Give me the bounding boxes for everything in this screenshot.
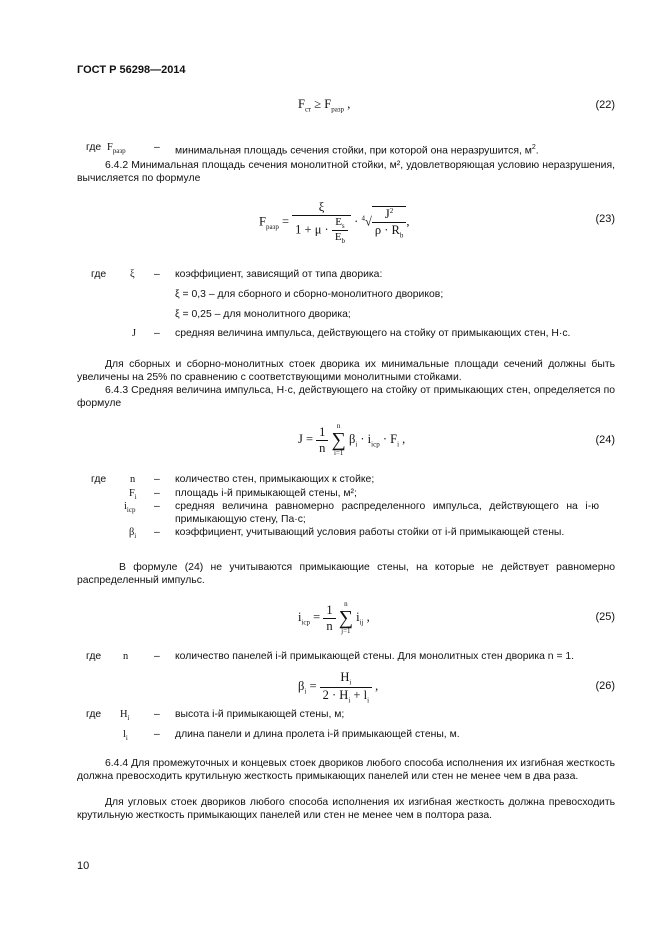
where-dash: – <box>154 488 160 499</box>
equation-number-24: (24) <box>595 434 615 446</box>
where-symbol: $l_i$ <box>123 729 128 743</box>
where-dash: – <box>154 142 160 153</box>
where-dash: – <box>154 729 160 740</box>
paragraph-6-4-3: 6.4.3 Средняя величина импульса, Н·с, действующего на стойку от примыкающих стен, определяется по формуле <box>77 385 615 409</box>
where-definition: длина панели и длина пролета i-й примыкающей стены, м. <box>175 729 460 740</box>
where-definition: средняя величина импульса, действующего на стойку от примыкающих стен, Н·с. <box>175 328 571 339</box>
where-symbol: $F_i$ <box>129 488 137 502</box>
document-header: ГОСТ Р 56298—2014 <box>77 64 186 76</box>
where-dash: – <box>154 709 160 720</box>
formula-25: $i_{icp}$ = $\frac{1}{n}$ n ∑ j=1 $i_{ij}$ , <box>298 600 370 635</box>
where-definition: коэффициент, зависящий от типа дворика: <box>175 269 383 280</box>
formula-23: $F_{разр}$ = ξ 1 + μ · $\frac{E_s}{E_b}$ · $^4$√ $\frac{J^2}{\rho \cdot R_b}$ , <box>259 200 410 246</box>
paragraph-prefab-columns: Для сборных и сборно-монолитных стоек дворика их минимальные площади сечений должны быть увеличены на 25% по сравнению с соответствующими монолитными стойками. <box>77 359 615 383</box>
where-definition: ξ = 0,3 – для сборного и сборно-монолитного двориков; <box>175 289 444 300</box>
where-definition: ξ = 0,25 – для монолитного дворика; <box>175 309 351 320</box>
page-number: 10 <box>77 860 90 872</box>
where-label: где <box>91 474 107 485</box>
where-symbol: J <box>132 328 137 339</box>
paragraph-corner-columns: Для угловых стоек двориков любого способа исполнения их изгибная жесткость должна превосходить крутильную жесткость примыкающих панелей или стен не менее чем в полтора раза. <box>77 797 615 821</box>
where-dash: – <box>154 651 160 662</box>
where-dash: – <box>154 328 160 339</box>
where-symbol: ξ <box>130 269 135 280</box>
where-definition: высота i-й примыкающей стены, м; <box>175 709 345 720</box>
where-definition: коэффициент, учитывающий условия работы стойки от i-й примыкающей стены. <box>175 527 565 538</box>
where-label: где <box>91 269 107 280</box>
where-label: где <box>86 142 102 153</box>
paragraph-6-4-4: 6.4.4 Для промежуточных и концевых стоек двориков любого способа исполнения их изгибная жесткость должна превосходить крутильную жесткость примыкающих панелей или стен не менее чем в два раза. <box>77 758 615 782</box>
where-dash: – <box>154 269 160 280</box>
where-dash: – <box>154 501 160 512</box>
formula-24: J = $\frac{1}{n}$ n ∑ i=1 $\beta_i \cdot i_{icp} \cdot F_i$ , <box>298 422 406 457</box>
where-symbol: n <box>130 474 136 485</box>
where-dash: – <box>154 474 160 485</box>
where-definition: количество стен, примыкающих к стойке; <box>175 474 375 485</box>
formula-22: $F_{ст} \ge F_{разр}$ , <box>298 97 351 114</box>
formula-26: $\beta_i$ = $\frac{H_i}{2 \cdot H_i + l_i}$ , <box>298 670 379 704</box>
where-label: где <box>86 651 102 662</box>
equation-number-25: (25) <box>595 611 615 623</box>
where-definition: площадь i-й примыкающей стены, м²; <box>175 488 357 499</box>
where-symbol: n <box>123 651 129 662</box>
where-dash: – <box>154 527 160 538</box>
paragraph-6-4-2: 6.4.2 Минимальная площадь сечения монолитной стойки, м², удовлетворяющая условию неразрушения, вычисляется по формуле <box>77 160 615 184</box>
where-definition: средняя величина равномерно распределенного импульса, действующего на i-ю примыкающую стену, Па·с; <box>175 501 599 525</box>
equation-number-26: (26) <box>595 680 615 692</box>
where-label: где <box>86 709 102 720</box>
where-symbol: $\beta_i$ <box>129 527 137 541</box>
paragraph-formula-24-note: В формуле (24) не учитываются примыкающие стены, на которые не действует равномерно распределенный импульс. <box>77 562 615 586</box>
equation-number-23: (23) <box>595 213 615 225</box>
equation-number-22: (22) <box>595 99 615 111</box>
where-symbol: $H_i$ <box>120 709 130 723</box>
where-symbol: $i_{icp}$ <box>124 501 136 515</box>
where-symbol: $F_{разр}$ <box>107 142 126 156</box>
where-definition: минимальная площадь сечения стойки, при которой она неразрушится, $м^2$. <box>175 144 539 157</box>
where-definition: количество панелей i-й примыкающей стены. Для монолитных стен дворика n = 1. <box>175 651 575 662</box>
